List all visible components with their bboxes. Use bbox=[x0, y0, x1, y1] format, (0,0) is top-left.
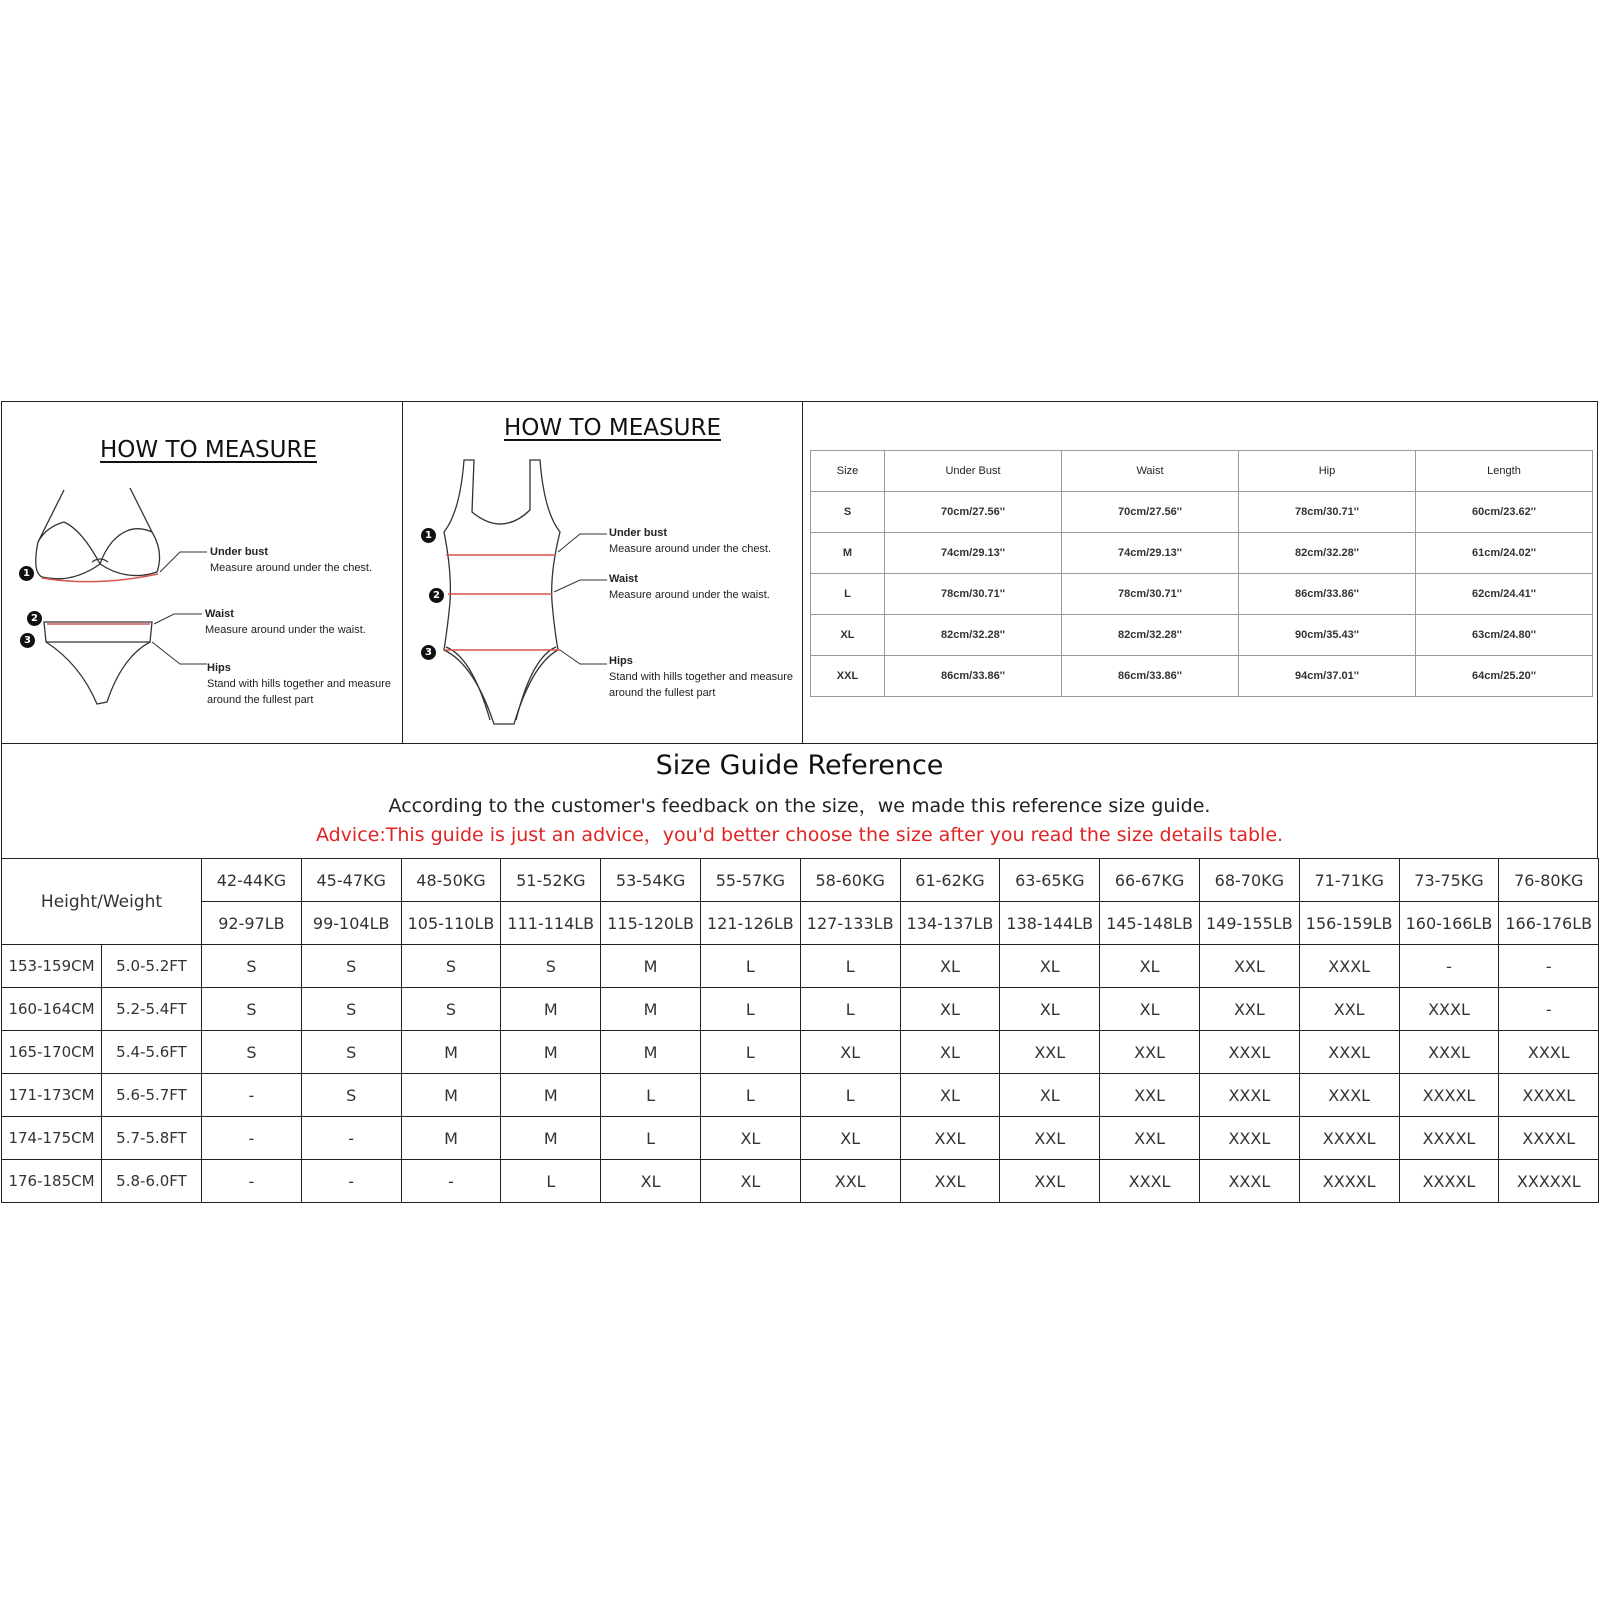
measurement-cell: 82cm/32.28'' bbox=[1239, 533, 1416, 574]
recommended-size-cell: XXXL bbox=[1499, 1031, 1599, 1074]
marker-1-icon: 1 bbox=[19, 566, 34, 581]
recommended-size-cell: XXXXL bbox=[1399, 1117, 1499, 1160]
weight-lb-header: 145-148LB bbox=[1100, 902, 1200, 945]
recommended-size-cell: M bbox=[601, 1031, 701, 1074]
weight-kg-header: 66-67KG bbox=[1100, 859, 1200, 902]
height-cm-cell: 176-185CM bbox=[2, 1160, 102, 1203]
recommended-size-cell: XXXL bbox=[1299, 1031, 1399, 1074]
height-row bbox=[2, 945, 1599, 988]
recommended-size-cell: - bbox=[202, 1160, 302, 1203]
measurement-cell: 62cm/24.41'' bbox=[1416, 574, 1593, 615]
recommended-size-cell: XXL bbox=[900, 1160, 1000, 1203]
measurement-cell: 86cm/33.86'' bbox=[885, 656, 1062, 697]
recommended-size-cell: XXL bbox=[1199, 988, 1299, 1031]
recommended-size-cell: XL bbox=[900, 945, 1000, 988]
measurement-cell: 64cm/25.20'' bbox=[1416, 656, 1593, 697]
measurement-cell: 94cm/37.01'' bbox=[1239, 656, 1416, 697]
height-ft-cell: 5.0-5.2FT bbox=[102, 945, 202, 988]
weight-lb-header: 166-176LB bbox=[1499, 902, 1599, 945]
recommended-size-cell: S bbox=[202, 988, 302, 1031]
measurement-cell: 70cm/27.56'' bbox=[885, 492, 1062, 533]
header-under-bust: Under Bust bbox=[885, 451, 1062, 492]
bikini-measure-panel bbox=[2, 402, 403, 743]
recommended-size-cell: XXXL bbox=[1100, 1160, 1200, 1203]
recommended-size-cell: XL bbox=[800, 1117, 900, 1160]
recommended-size-cell: XXL bbox=[1299, 988, 1399, 1031]
recommended-size-cell: S bbox=[202, 1031, 302, 1074]
recommended-size-cell: L bbox=[800, 1074, 900, 1117]
recommended-size-cell: XXL bbox=[1100, 1117, 1200, 1160]
recommended-size-cell: - bbox=[401, 1160, 501, 1203]
recommended-size-cell: S bbox=[301, 1074, 401, 1117]
recommended-size-cell: S bbox=[401, 945, 501, 988]
weight-kg-header: 76-80KG bbox=[1499, 859, 1599, 902]
size-details-row bbox=[811, 656, 1593, 697]
recommended-size-cell: M bbox=[501, 988, 601, 1031]
recommended-size-cell: XL bbox=[900, 1031, 1000, 1074]
recommended-size-cell: M bbox=[601, 988, 701, 1031]
marker-2-icon: 2 bbox=[27, 611, 42, 626]
recommended-size-cell: XXL bbox=[1199, 945, 1299, 988]
size-reference-table bbox=[1, 858, 1599, 1203]
size-label-cell: XL bbox=[811, 615, 885, 656]
recommended-size-cell: S bbox=[401, 988, 501, 1031]
measurement-cell: 82cm/32.28'' bbox=[885, 615, 1062, 656]
lb-header-row bbox=[2, 902, 1599, 945]
size-details-row bbox=[811, 492, 1593, 533]
hips-annotation: Hips Stand with hills together and measure around the fullest part bbox=[207, 662, 392, 706]
recommended-size-cell: - bbox=[202, 1117, 302, 1160]
recommended-size-cell: XXXXXL bbox=[1499, 1160, 1599, 1203]
recommended-size-cell: XXXL bbox=[1199, 1031, 1299, 1074]
size-label-cell: XXL bbox=[811, 656, 885, 697]
recommended-size-cell: XXL bbox=[1000, 1117, 1100, 1160]
weight-kg-header: 53-54KG bbox=[601, 859, 701, 902]
recommended-size-cell: XL bbox=[601, 1160, 701, 1203]
measurement-cell: 70cm/27.56'' bbox=[1062, 492, 1239, 533]
measurement-cell: 74cm/29.13'' bbox=[1062, 533, 1239, 574]
height-row bbox=[2, 1031, 1599, 1074]
panel-title: HOW TO MEASURE bbox=[100, 437, 317, 463]
recommended-size-cell: XXL bbox=[900, 1117, 1000, 1160]
height-row bbox=[2, 988, 1599, 1031]
weight-kg-header: 55-57KG bbox=[700, 859, 800, 902]
height-row bbox=[2, 1074, 1599, 1117]
under-bust-annotation: Under bust Measure around under the chest. bbox=[609, 527, 772, 555]
height-cm-cell: 171-173CM bbox=[2, 1074, 102, 1117]
recommended-size-cell: XL bbox=[1000, 988, 1100, 1031]
height-row bbox=[2, 1117, 1599, 1160]
measurement-cell: 78cm/30.71'' bbox=[1239, 492, 1416, 533]
weight-kg-header: 42-44KG bbox=[202, 859, 302, 902]
recommended-size-cell: XXXL bbox=[1199, 1074, 1299, 1117]
height-cm-cell: 174-175CM bbox=[2, 1117, 102, 1160]
recommended-size-cell: L bbox=[800, 988, 900, 1031]
height-cm-cell: 153-159CM bbox=[2, 945, 102, 988]
recommended-size-cell: XXXL bbox=[1399, 1031, 1499, 1074]
weight-kg-header: 63-65KG bbox=[1000, 859, 1100, 902]
marker-1-icon: 1 bbox=[421, 528, 436, 543]
marker-3-icon: 3 bbox=[421, 645, 436, 660]
size-details-header-row bbox=[811, 451, 1593, 492]
header-hip: Hip bbox=[1239, 451, 1416, 492]
measurement-cell: 63cm/24.80'' bbox=[1416, 615, 1593, 656]
height-cm-cell: 160-164CM bbox=[2, 988, 102, 1031]
under-bust-annotation: Under bust Measure around under the chest. bbox=[210, 546, 373, 574]
recommended-size-cell: XXL bbox=[1100, 1074, 1200, 1117]
hips-annotation: Hips Stand with hills together and measure around the fullest part bbox=[609, 655, 794, 699]
recommended-size-cell: M bbox=[501, 1117, 601, 1160]
measurement-cell: 78cm/30.71'' bbox=[885, 574, 1062, 615]
recommended-size-cell: XL bbox=[800, 1031, 900, 1074]
measurement-cell: 78cm/30.71'' bbox=[1062, 574, 1239, 615]
recommended-size-cell: L bbox=[601, 1117, 701, 1160]
guide-advice: Advice:This guide is just an advice，you'd better choose the size after you read the size details table. bbox=[315, 824, 1284, 846]
size-details-row bbox=[811, 615, 1593, 656]
measurement-cell: 86cm/33.86'' bbox=[1239, 574, 1416, 615]
recommended-size-cell: XXXXL bbox=[1299, 1117, 1399, 1160]
recommended-size-cell: S bbox=[301, 1031, 401, 1074]
recommended-size-cell: - bbox=[1499, 988, 1599, 1031]
weight-lb-header: 115-120LB bbox=[601, 902, 701, 945]
header-waist: Waist bbox=[1062, 451, 1239, 492]
recommended-size-cell: XL bbox=[1100, 988, 1200, 1031]
recommended-size-cell: L bbox=[700, 945, 800, 988]
weight-kg-header: 73-75KG bbox=[1399, 859, 1499, 902]
recommended-size-cell: XL bbox=[700, 1117, 800, 1160]
recommended-size-cell: XXXL bbox=[1299, 945, 1399, 988]
height-ft-cell: 5.7-5.8FT bbox=[102, 1117, 202, 1160]
header-length: Length bbox=[1416, 451, 1593, 492]
weight-lb-header: 121-126LB bbox=[700, 902, 800, 945]
waist-annotation: Waist Measure around under the waist. bbox=[609, 573, 770, 601]
recommended-size-cell: XL bbox=[900, 1074, 1000, 1117]
recommended-size-cell: S bbox=[301, 945, 401, 988]
recommended-size-cell: M bbox=[501, 1031, 601, 1074]
measure-section bbox=[1, 401, 1598, 744]
recommended-size-cell: S bbox=[501, 945, 601, 988]
guide-subtitle: According to the customer's feedback on the size，we made this reference size guide. bbox=[388, 795, 1211, 817]
recommended-size-cell: XXXXL bbox=[1399, 1160, 1499, 1203]
weight-kg-header: 61-62KG bbox=[900, 859, 1000, 902]
recommended-size-cell: S bbox=[202, 945, 302, 988]
height-ft-cell: 5.4-5.6FT bbox=[102, 1031, 202, 1074]
recommended-size-cell: XXXL bbox=[1199, 1117, 1299, 1160]
recommended-size-cell: XXXL bbox=[1399, 988, 1499, 1031]
recommended-size-cell: L bbox=[601, 1074, 701, 1117]
weight-kg-header: 48-50KG bbox=[401, 859, 501, 902]
weight-lb-header: 138-144LB bbox=[1000, 902, 1100, 945]
recommended-size-cell: L bbox=[800, 945, 900, 988]
height-ft-cell: 5.2-5.4FT bbox=[102, 988, 202, 1031]
recommended-size-cell: XXXL bbox=[1199, 1160, 1299, 1203]
recommended-size-cell: M bbox=[501, 1074, 601, 1117]
height-weight-corner: Height/Weight bbox=[2, 859, 202, 945]
weight-lb-header: 99-104LB bbox=[301, 902, 401, 945]
weight-lb-header: 134-137LB bbox=[900, 902, 1000, 945]
kg-header-row bbox=[2, 859, 1599, 902]
height-row bbox=[2, 1160, 1599, 1203]
recommended-size-cell: XXXXL bbox=[1299, 1160, 1399, 1203]
recommended-size-cell: - bbox=[301, 1117, 401, 1160]
recommended-size-cell: XL bbox=[700, 1160, 800, 1203]
height-cm-cell: 165-170CM bbox=[2, 1031, 102, 1074]
recommended-size-cell: XXXXL bbox=[1499, 1117, 1599, 1160]
recommended-size-cell: - bbox=[1499, 945, 1599, 988]
size-label-cell: M bbox=[811, 533, 885, 574]
recommended-size-cell: XXXXL bbox=[1499, 1074, 1599, 1117]
size-details-row bbox=[811, 574, 1593, 615]
weight-kg-header: 45-47KG bbox=[301, 859, 401, 902]
size-chart-sheet bbox=[1, 401, 1598, 1201]
recommended-size-cell: L bbox=[700, 1031, 800, 1074]
recommended-size-cell: XL bbox=[1000, 1074, 1100, 1117]
height-ft-cell: 5.8-6.0FT bbox=[102, 1160, 202, 1203]
recommended-size-cell: L bbox=[700, 988, 800, 1031]
measurement-cell: 74cm/29.13'' bbox=[885, 533, 1062, 574]
header-size: Size bbox=[811, 451, 885, 492]
size-guide-section bbox=[1, 744, 1598, 1202]
waist-annotation: Waist Measure around under the waist. bbox=[205, 608, 366, 636]
size-details-row bbox=[811, 533, 1593, 574]
recommended-size-cell: M bbox=[401, 1117, 501, 1160]
weight-lb-header: 111-114LB bbox=[501, 902, 601, 945]
recommended-size-cell: XXL bbox=[800, 1160, 900, 1203]
weight-kg-header: 71-71KG bbox=[1299, 859, 1399, 902]
measurement-cell: 90cm/35.43'' bbox=[1239, 615, 1416, 656]
recommended-size-cell: L bbox=[501, 1160, 601, 1203]
recommended-size-cell: - bbox=[202, 1074, 302, 1117]
size-details-panel bbox=[802, 402, 1597, 743]
weight-lb-header: 156-159LB bbox=[1299, 902, 1399, 945]
recommended-size-cell: M bbox=[401, 1074, 501, 1117]
recommended-size-cell: - bbox=[301, 1160, 401, 1203]
weight-lb-header: 160-166LB bbox=[1399, 902, 1499, 945]
height-ft-cell: 5.6-5.7FT bbox=[102, 1074, 202, 1117]
marker-3-icon: 3 bbox=[20, 633, 35, 648]
size-guide-header bbox=[1, 744, 1598, 858]
weight-lb-header: 127-133LB bbox=[800, 902, 900, 945]
measurement-cell: 60cm/23.62'' bbox=[1416, 492, 1593, 533]
measurement-cell: 61cm/24.02'' bbox=[1416, 533, 1593, 574]
recommended-size-cell: L bbox=[700, 1074, 800, 1117]
weight-lb-header: 149-155LB bbox=[1199, 902, 1299, 945]
weight-kg-header: 51-52KG bbox=[501, 859, 601, 902]
weight-lb-header: 105-110LB bbox=[401, 902, 501, 945]
weight-lb-header: 92-97LB bbox=[202, 902, 302, 945]
onepiece-measure-panel bbox=[402, 402, 803, 743]
recommended-size-cell: XXXXL bbox=[1399, 1074, 1499, 1117]
size-label-cell: S bbox=[811, 492, 885, 533]
guide-title: Size Guide Reference bbox=[655, 750, 944, 781]
recommended-size-cell: XXL bbox=[1000, 1031, 1100, 1074]
size-details-table bbox=[810, 450, 1593, 697]
recommended-size-cell: S bbox=[301, 988, 401, 1031]
weight-kg-header: 68-70KG bbox=[1199, 859, 1299, 902]
recommended-size-cell: XL bbox=[900, 988, 1000, 1031]
measurement-cell: 82cm/32.28'' bbox=[1062, 615, 1239, 656]
weight-kg-header: 58-60KG bbox=[800, 859, 900, 902]
recommended-size-cell: XXL bbox=[1000, 1160, 1100, 1203]
recommended-size-cell: XXXL bbox=[1299, 1074, 1399, 1117]
measurement-cell: 86cm/33.86'' bbox=[1062, 656, 1239, 697]
recommended-size-cell: XL bbox=[1100, 945, 1200, 988]
size-label-cell: L bbox=[811, 574, 885, 615]
recommended-size-cell: M bbox=[401, 1031, 501, 1074]
marker-2-icon: 2 bbox=[429, 588, 444, 603]
recommended-size-cell: - bbox=[1399, 945, 1499, 988]
panel-title: HOW TO MEASURE bbox=[504, 415, 721, 441]
recommended-size-cell: XXL bbox=[1100, 1031, 1200, 1074]
recommended-size-cell: XL bbox=[1000, 945, 1100, 988]
recommended-size-cell: M bbox=[601, 945, 701, 988]
